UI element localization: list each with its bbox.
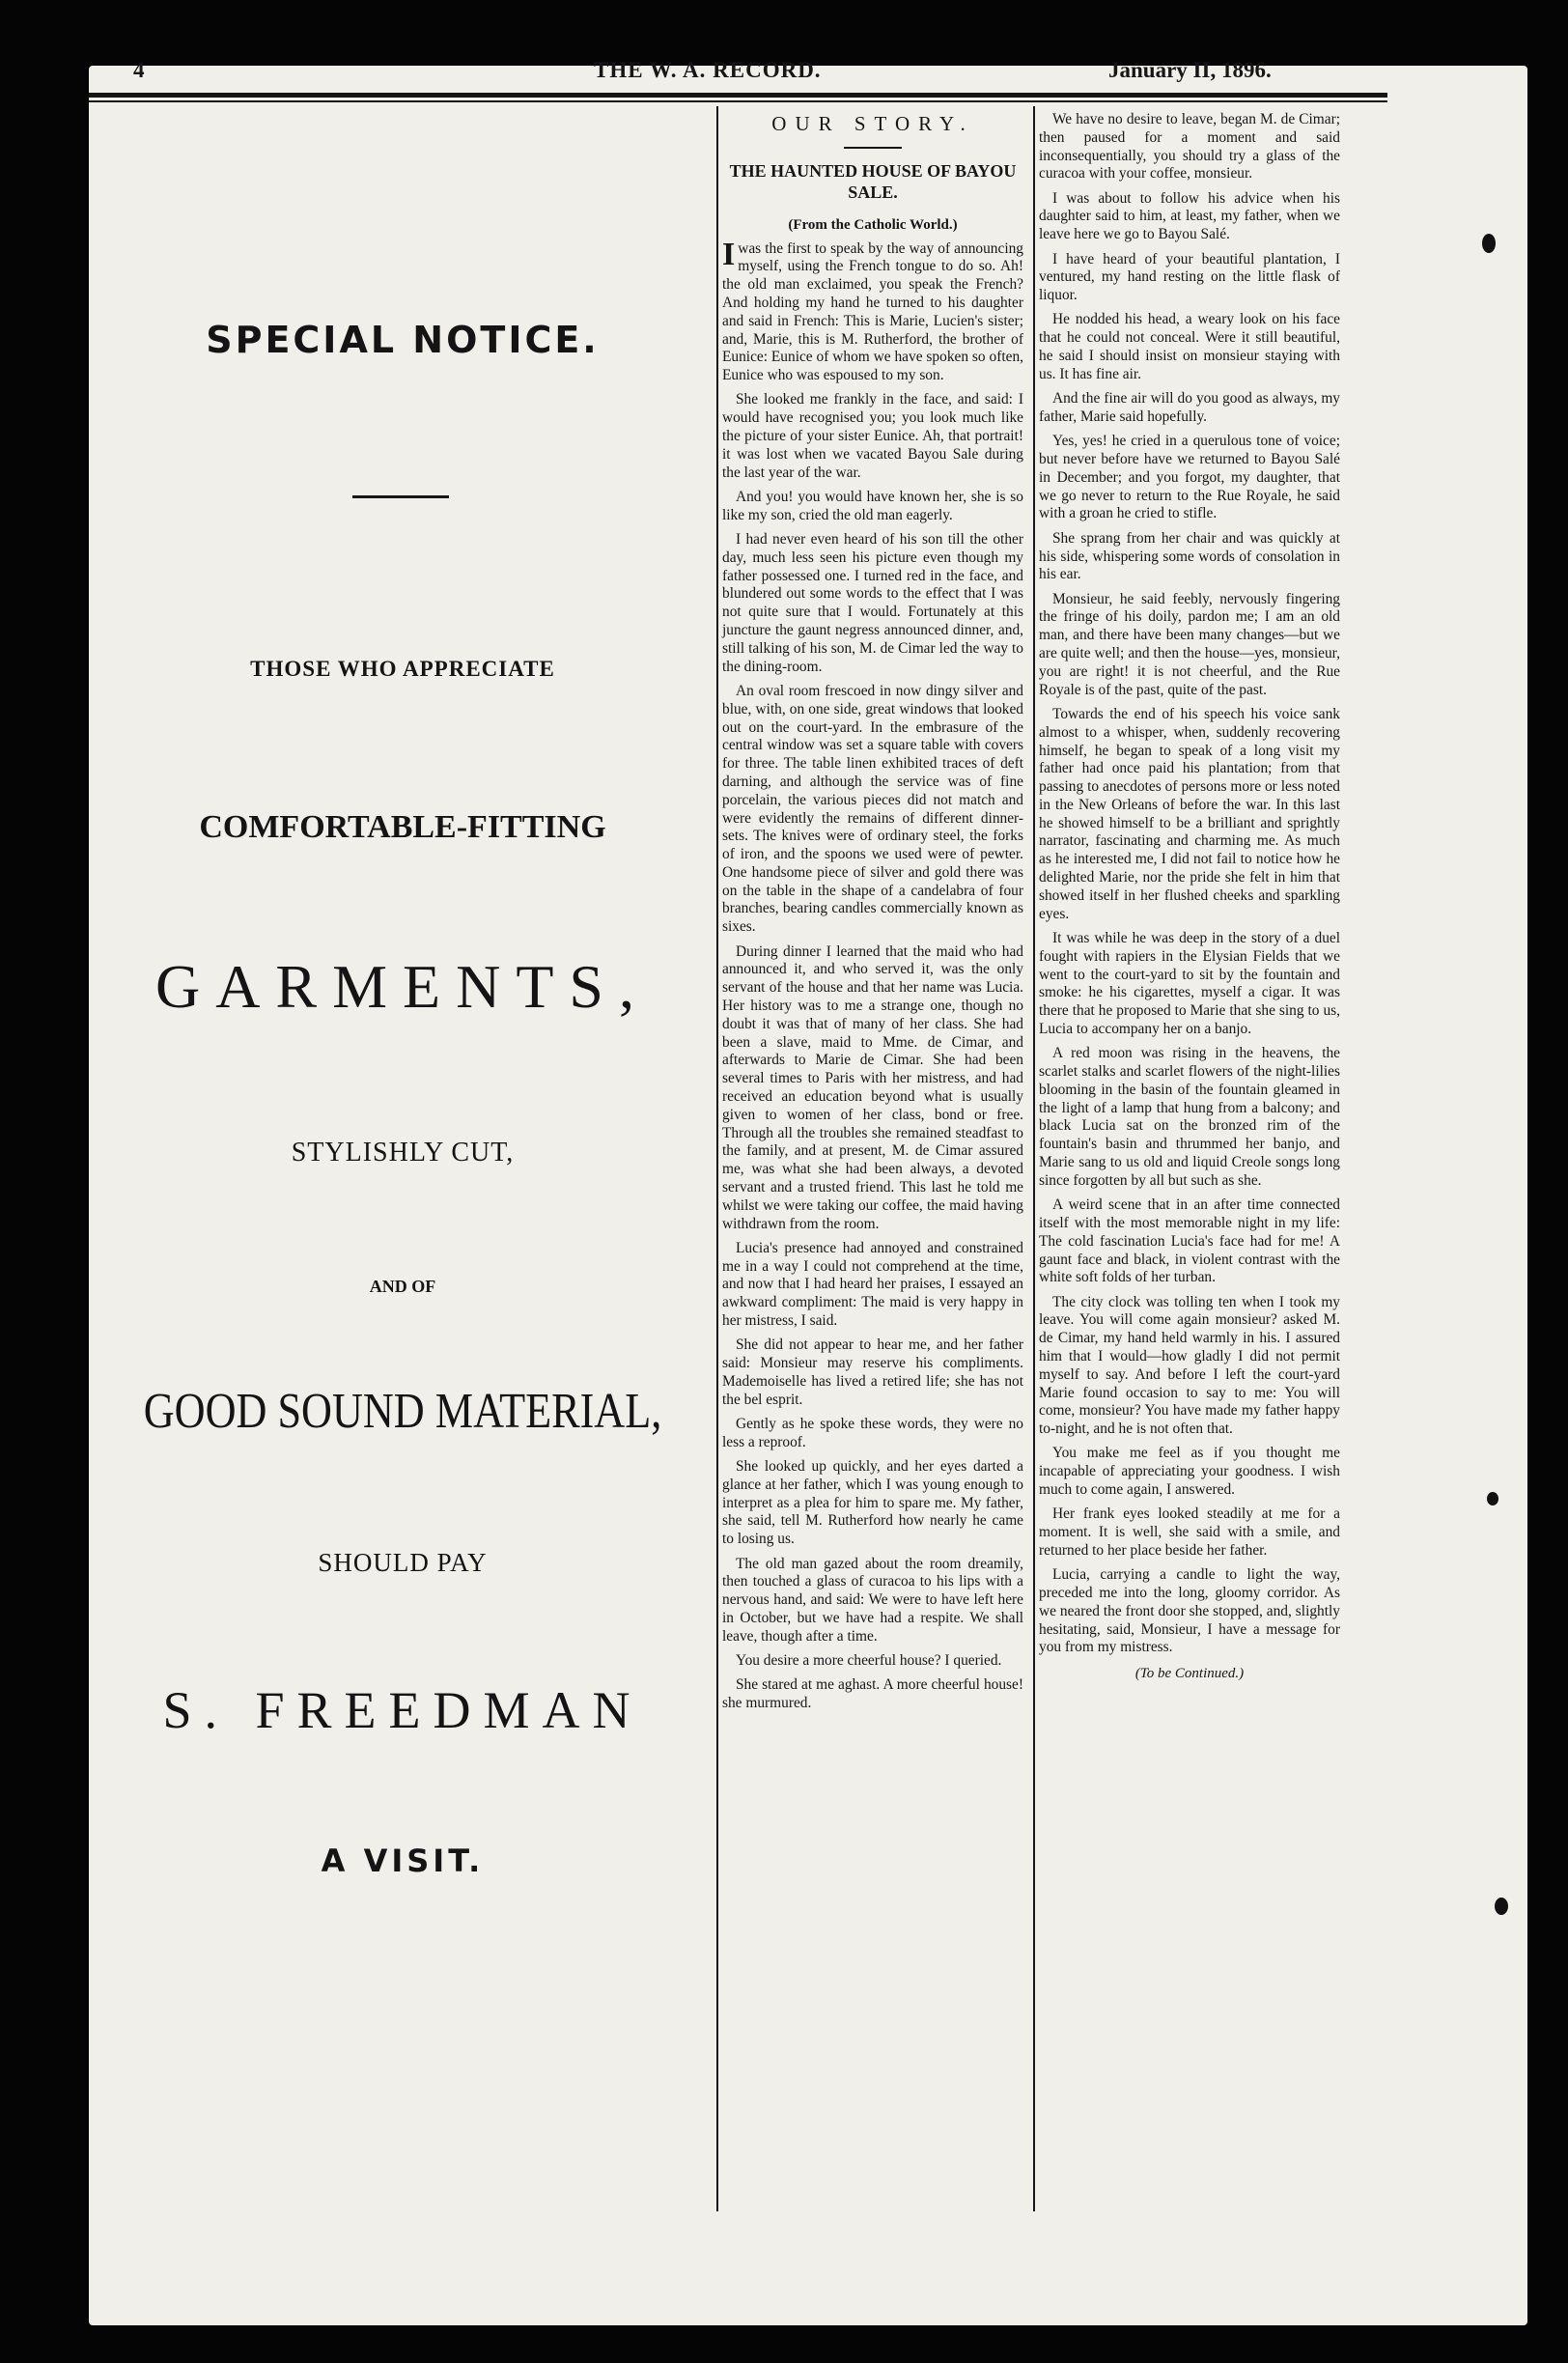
story-paragraph: You make me feel as if you thought me incapable of appreciating your goodness. I wish much to come again, I answered. bbox=[1039, 1445, 1340, 1499]
story-paragraph: She sprang from her chair and was quickly at his side, whispering some words of consolation in his ear. bbox=[1039, 529, 1340, 583]
story-paragraph: And the fine air will do you good as always, my father, Marie said hopefully. bbox=[1039, 390, 1340, 425]
story-paragraph: During dinner I learned that the maid who had announced it, and who served it, was the only servant of the house and that her name was Lucia. Her history was to me a strange one, though no doubt it was that of many of her class. She had been a slave, maid to Mme. de Cimar, and afterwards to Marie de Cimar. She had been several times to Paris with her mistress, and had received an education beyond what is usually given to women of her class, bond or free. Through all the troubles she remained steadfast to the family, and at present, M. de Cimar assured me, was what she had been always, a devoted servant and a trusted friend. This last he told me whilst we were taking our coffee, the maid having withdrawn from the room. bbox=[722, 942, 1023, 1232]
header-rule bbox=[89, 93, 1387, 98]
story-paragraph: We have no desire to leave, began M. de Cimar; then paused for a moment and said inconsequentially, you should try a glass of the curacoa with your coffee, monsieur. bbox=[1039, 111, 1340, 183]
story-paragraph: I have heard of your beautiful plantation, I ventured, my hand resting on the little flask of liquor. bbox=[1039, 250, 1340, 304]
header-rule-thin bbox=[89, 100, 1387, 102]
story-paragraph: Yes, yes! he cried in a querulous tone of voice; but never before have we returned to Bayou Salé in December; and you forgot, my daughter, that we go never to return to the Rue Royale, he said with a groan he cried to stifle. bbox=[1039, 433, 1340, 522]
story-paragraph: A red moon was rising in the heavens, the scarlet stalks and scarlet flowers of the night-lilies blooming in the basin of the fountain gleamed in the light of a lamp that hung from a balcony; and black Lucia sat on the bronzed rim of the fountain's basin and thrummed her banjo, and Marie sang to us old and liquid Creole songs long since forgotten by all but such as she. bbox=[1039, 1045, 1340, 1189]
story-paragraph: She did not appear to hear me, and her father said: Monsieur may reserve his compliments. Mademoiselle has lived a retired life; she has not the bel esprit. bbox=[722, 1336, 1023, 1408]
story-paragraph: Iwas the first to speak by the way of announcing myself, using the French tongue to do so. Ah! the old man exclaimed, you speak the French? And holding my hand he turned to his daughter and said in French: This is Marie, Lucien's sister; and, Marie, this is M. Rutherford, the brother of Eunice: Eunice of whom we have spoken so often, Eunice who was espoused to my son. bbox=[722, 236, 1023, 384]
ink-blot bbox=[1495, 1898, 1508, 1915]
paper-name: THE W. A. RECORD. bbox=[594, 58, 822, 82]
story-column-a bbox=[722, 111, 1023, 1719]
story-paragraph: The city clock was tolling ten when I took my leave. You will come again monsieur? asked M. de Cimar, my hand held warmly in his. I assured him that I would—how gladly I did not permit myself to say. And before I left the court-yard Marie found occasion to say to me: You will come, monsieur? You have made my father happy to-night, and he is not often that. bbox=[1039, 1293, 1340, 1438]
story-paragraph: He nodded his head, a weary look on his face that he could not conceal. Were it still beautiful, he said I should insist on monsieur staying with us. It has fine air. bbox=[1039, 311, 1340, 382]
story-paragraph: Her frank eyes looked steadily at me for a moment. It is well, she said with a smile, and returned to her place beside her father. bbox=[1039, 1505, 1340, 1559]
story-paragraph: And you! you would have known her, she is so like my son, cried the old man eagerly. bbox=[722, 488, 1023, 523]
story-paragraph: She stared at me aghast. A more cheerful house! she murmured. bbox=[722, 1676, 1023, 1712]
page-number: 4 bbox=[133, 58, 145, 82]
story-paragraph: I had never even heard of his son till the other day, much less seen his picture even though my father possessed one. I turned red in the face, and blundered out some words to the effect that I was not quite sure that I would. Fortunately at this juncture the gaunt negress announced dinner, and, still talking of his son, M. de Cimar led the way to the dining-room. bbox=[722, 531, 1023, 675]
story-paragraph: The old man gazed about the room dreamily, then touched a glass of curacoa to his lips with a nervous hand, and said: We were to have left here in October, but we have had a respite. We shall leave, though after a time. bbox=[722, 1555, 1023, 1645]
story-paragraph: Lucia, carrying a candle to light the way, preceded me into the long, gloomy corridor. As we neared the front door she stopped, and, slightly hesitating, said, Monsieur, I have a message for you from my mistress. bbox=[1039, 1566, 1340, 1656]
ad-line-comfortable: COMFORTABLE-FITTING bbox=[199, 809, 606, 845]
story-paragraph: Lucia's presence had annoyed and constrained me in a way I could not comprehend at the time, and now that I had heard her praises, I essayed an awkward compliment: The maid is very happy in her mistress, I said. bbox=[722, 1239, 1023, 1330]
story-column-b-body bbox=[1039, 111, 1340, 1657]
story-title: THE HAUNTED HOUSE OF BAYOU SALE. bbox=[729, 160, 1017, 202]
ink-blot bbox=[1482, 234, 1496, 253]
story-column-a-body bbox=[722, 236, 1023, 1713]
ad-line-stylishly: STYLISHLY CUT, bbox=[291, 1138, 515, 1167]
column-rule-left bbox=[716, 106, 718, 2211]
ad-line-and-of: AND OF bbox=[369, 1277, 436, 1296]
story-paragraph: I was about to follow his advice when his daughter said to him, at least, my father, when we leave here we go to Bayou Salé. bbox=[1039, 189, 1340, 243]
story-banner: OUR STORY. bbox=[771, 112, 974, 135]
story-divider bbox=[844, 147, 902, 149]
story-paragraph: She looked me frankly in the face, and said: I would have recognised you; you look much like the picture of your sister Eunice. Ah, that portrait! it was lost when we vacated Bayou Sale during the last year of the war. bbox=[722, 391, 1023, 481]
story-paragraph: It was while he was deep in the story of a duel fought with rapiers in the Elysian Fields that we went to the court-yard to sit by the fountain and smoke: he his cigarettes, myself a cigar. It was there that he proposed to Marie that she sing to us, Lucia to accompany her on a banjo. bbox=[1039, 929, 1340, 1037]
story-paragraph: Gently as he spoke these words, they were no less a reproof. bbox=[722, 1416, 1023, 1450]
ink-blot bbox=[1487, 1492, 1498, 1505]
column-rule-right bbox=[1033, 106, 1035, 2211]
ad-line-garments: GARMENTS, bbox=[154, 952, 651, 1021]
story-source: (From the Catholic World.) bbox=[788, 216, 958, 233]
ad-special-notice: SPECIAL NOTICE. bbox=[206, 319, 600, 361]
ad-line-appreciate: THOSE WHO APPRECIATE bbox=[250, 657, 555, 681]
ad-line-good-material: GOOD SOUND MATERIAL, bbox=[143, 1384, 662, 1439]
story-paragraph: A weird scene that in an after time connected itself with the most memorable night in my life: The cold fascination Lucia's face had for me! A gaunt face and black, in violent contrast with the white soft folds of her turban. bbox=[1039, 1196, 1340, 1286]
story-paragraph: Towards the end of his speech his voice sank almost to a whisper, when, suddenly recovering himself, he began to speak of a long visit my father had once paid his plantation; from that passing to anecdotes of persons more or less noted in the New Orleans of before the war. In this last he showed himself to be a brilliant and sprightly narrator, fascinating and charming me. As much as he interested me, I did not fail to notice how he delighted Marie, nor the pride she felt in him that showed itself in her flushed cheeks and sparkling eyes. bbox=[1039, 705, 1340, 922]
drop-cap: I bbox=[722, 236, 736, 272]
story-paragraph: You desire a more cheerful house? I queried. bbox=[736, 1652, 1002, 1670]
story-paragraph: An oval room frescoed in now dingy silver and blue, with, on one side, great windows that looked out on the court-yard. In the embrasure of the central window was set a square table with covers for three. The table linen exhibited traces of deft darning, and although the service was of fine porcelain, the various pieces did not match and were evidently the remains of different dinner-sets. The knives were of ordinary steel, the forks of iron, and the spoons we used were of pewter. One handsome piece of silver and gold there was on the table in the shape of a candelabra of four branches, bearing candles commercially known as sixes. bbox=[722, 682, 1023, 936]
ad-line-freedman: S. FREEDMAN bbox=[162, 1681, 643, 1739]
ad-line-should-pay: SHOULD PAY bbox=[318, 1548, 488, 1577]
story-paragraph: She looked up quickly, and her eyes darted a glance at her father, which I was young enough to interpret as a plea for him to spare me. My father, she said, tell M. Rutherford how nearly he came to losing us. bbox=[722, 1458, 1023, 1548]
issue-date: January II, 1896. bbox=[1108, 58, 1272, 82]
to-be-continued: (To be Continued.) bbox=[1134, 1666, 1245, 1682]
ad-line-visit: A VISIT. bbox=[321, 1843, 485, 1879]
ad-divider bbox=[352, 495, 449, 498]
story-paragraph: Monsieur, he said feebly, nervously fingering the fringe of his doily, pardon me; I am an old man, and there have been many changes—but we are quite well; and then the house—yes, monsieur, you are right! it is not cheerful, and the Rue Royale is of the past, quite of the past. bbox=[1039, 590, 1340, 698]
story-column-b bbox=[1039, 111, 1340, 1683]
